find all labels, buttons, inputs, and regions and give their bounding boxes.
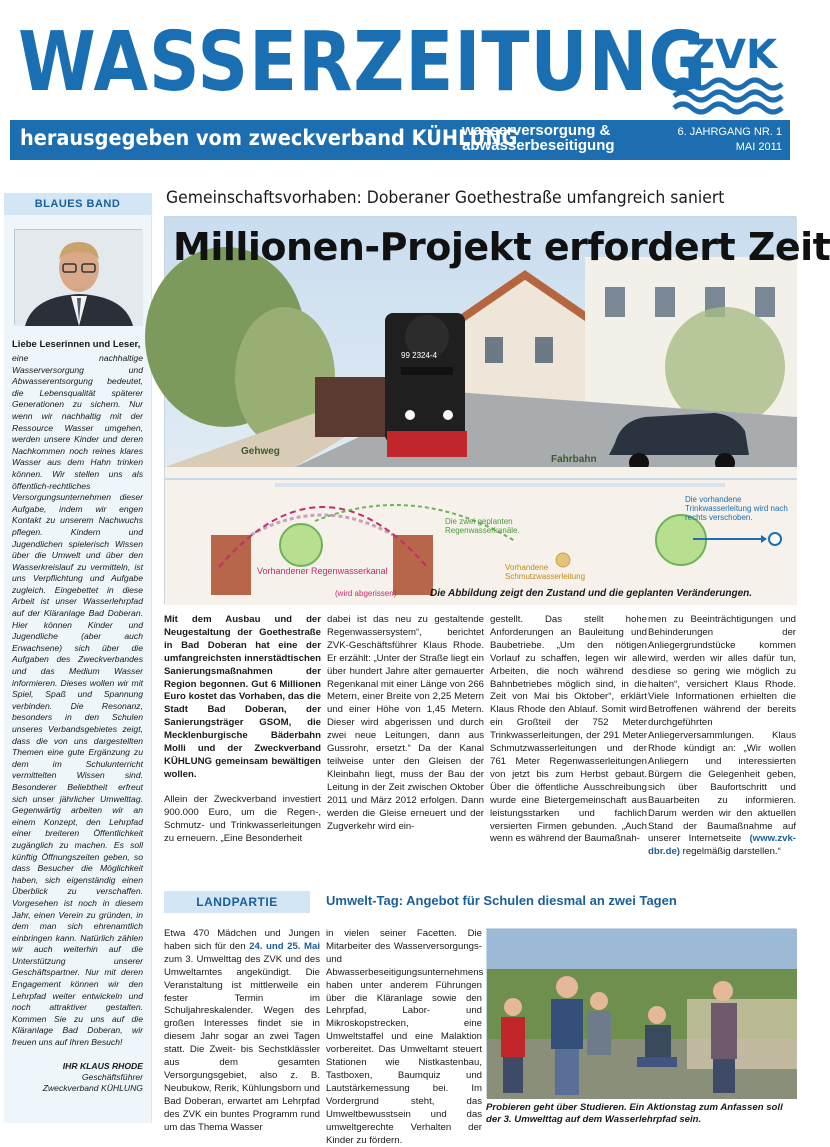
masthead: [10, 8, 790, 158]
photo-caption: Probieren geht über Studieren. Ein Aktionstag zum Anfassen soll der 3. Umwelttag auf dem Wasserlehrpfad sein.: [486, 1102, 783, 1125]
article-text-3: gestellt. Das stellt hohe Anforderungen an Bauleitung und Baubetriebe. „Um den nötigen Vorlauf zu schaffen, legen wir alle Arbeiten, die noch während des Bahnbetriebes möglich sind, in die Zeit von Mai bis Oktober“, erklärt Klaus Rhode den Ablauf. Somit wird ein Großteil der 752 Meter Trinkwasserleitungen, der 291 Meter Schmutzwasserleitungen und der 761 Meter Regenwasserleitungen von jetzt bis zum Herbst gebaut. Über die öffentliche Ausschreibung wurde eine Bietergemeinschaft aus leistungsstarken und fachlich versierten Firmen gebunden. „Auch wenn es während der Baumaßnah-: [490, 614, 647, 845]
label-planned-rain-channels: Die zwei geplanten Regenwasserkanäle.: [445, 517, 520, 535]
sidebar-signature: [12, 1061, 143, 1094]
article-text-4-body: men zu Beeinträchtigungen und Behinderungen der Anliegergrundstücke kommen wird, werden wir alles dafür tun, diese so gering wie möglich zu halten“, versichert Klaus Rhode. Viele Informationen erhielten die Betroffenen während der bereits durchgeführten Anliegerversammlungen. Klaus Rhode kündigt an: „Wir wollen Anliegern und interessierten Bürgern die Gelegenheit geben, sich über Baufortschritt und Bauarbeiten zu informieren. Darum werden wir den aktuellen Stand der Baumaßnahme auf unserer Internetseite: [648, 614, 796, 845]
wave-icon: [672, 76, 782, 110]
landpartie-text-2: in vielen seiner Facetten. Die Mitarbeiter des Wasserversorgungs- und Abwasserbeseitigungsunternehmens haben unter anderem Führungen über die Kläranlage sowie den Lehrpfad, Labor- und Mikroskopstrecken, eine Umweltstaffel und eine Malaktion vorbereitet. Das Umweltamt steuert Stationen wie Nistkastenbau, Tastboxen, Baumquiz und Lautstärkemessung bei. Im Vordergrund steht, das Umweltbewusstsein und das umweltgerechte Verhalten der Kinder zu fördern.: [326, 928, 484, 1146]
sidebar-body-text: eine nachhaltige Wasserversorgung und Abwasserentsorgung bedeutet, die Lebensqualität späterer Generationen zu sichern. Nur wenn wir nachhaltig mit der Ressource Wasser umgehen, werden unsere Kinder und deren Nachkommen noch reines klares Wasser aus dem Hahn trinken können. Wir stellen uns als öffentlich-rechtliches Versorgungsunternehmen dieser Aufgabe, indem wir engen Kontakt zu unserem Nachwuchs pflegen. Kindern und Jugendlichen spielerisch Wissen über die Umwelt und über den Wasserkreislauf zu vermitteln, ist uns Verpflichtung und Aufgabe zugleich. Eingebettet in diese Arbeit ist unser Wasserlehrpfad auf der Kläranlage Bad Doberan. Hier können Kinder und Jugendliche (aber auch Erwachsene) sich über die Aufgaben des Zweckverbandes und das Medium Wasser informieren. Dieses wollen wir mit Spiel, Spaß und Spannung verbinden. Die Resonanz, besonders in den Schulen unseres Verbandsgebietes zeigt, dass die von uns dargestellten Themen eine gute Ergänzung zu dem im Schulunterricht vermittelten Wissen sind. Besonderer Beliebtheit erfreut sich unser jährlicher Umwelttag. Gegenwärtig arbeiten wir an einem Konzept, den Lehrpfad einer breiteren Öffentlichkeit zugänglich zu machen. Es soll künftig Öffnungszeiten geben, so dass Besucher die Möglichkeit haben, sich eigenständig einen Überblick zu verschaffen. Vorgesehen ist noch in diesem Jahr, einen Verein zu gründen, in dem man sich ehrenamtlich einbringen kann. Natürlich zählen wir auch weiterhin auf die Unterstützung unserer Geschäftspartner. Nur mit deren Engagement können wir den Lehrpfad weiter entwickeln und noch attraktiver gestalten. Kommen Sie zu uns auf die Kläranlage Bad Doberan, wir freuen uns auf Ihren Besuch!: [12, 353, 143, 1048]
sidebar-section-title: BLAUES BAND: [4, 193, 151, 215]
section-tab-landpartie: LANDPARTIE: [164, 891, 310, 913]
children-at-nature-trail-photo: [487, 929, 797, 1099]
article-column-3: [490, 614, 647, 846]
newspaper-title: WASSERZEITUNG: [18, 15, 708, 110]
signature-role: Geschäftsführer: [81, 1071, 143, 1082]
sidebar-greeting: Liebe Leserinnen und Leser,: [12, 339, 141, 350]
street-cross-section-graphic: [165, 217, 797, 605]
article-headline: Millionen-Projekt erfordert Zeit: [173, 225, 830, 269]
article-column-2: [327, 614, 484, 833]
label-existing-rain-channel: Vorhandener Regenwasserkanal: [257, 566, 388, 576]
label-fahrbahn: Fahrbahn: [551, 454, 597, 465]
article-text-4: [648, 614, 796, 859]
service-line-1: wasserversorgung &: [462, 122, 611, 139]
issue-info: [677, 125, 782, 155]
article-text-1: Allein der Zweckverband investiert 900.000 Euro, um die Regen-, Schmutz- und Trinkwasserleitungen zu erneuern. „Eine Besonderheit: [164, 793, 321, 844]
article-text-4-end: regelmäßig darstellen.“: [682, 846, 781, 858]
editorial-sidebar: [4, 193, 152, 1123]
issue-date: MAI 2011: [735, 141, 782, 153]
article-lead: Mit dem Ausbau und der Neugestaltung der Goethestraße in Bad Doberan hat eine der umfangreichsten innerstädtischen Sanierungsmaßnahmen der Region begonnen. Gut 6 Millionen Euro kostet das Vorhaben, das die Stadt Bad Doberan, der Sanierungsträger GSOM, die Mecklenburgische Bäderbahn Molli und der Zweckverband KÜHLUNG gemeinsam bewältigen wollen.: [164, 614, 321, 780]
event-dates: 24. und 25. Mai: [249, 940, 320, 952]
article-text-2: dabei ist das neu zu gestaltende Regenwassersystem“, berichtet ZVK-Geschäftsführer Klaus Rhode. Er erzählt: „Unter der Straße liegt ein über hundert Jahre alter gemauerter Regenkanal mit einer Länge von 266 Metern, einer Breite von 2,25 Metern und einer Höhe von 1,45 Metern. Dieser wird abgerissen und durch zwei neue Leitungen, dann aus Gussrohr, ersetzt.“ Da der Kanal teilweise unter den Gleisen der Kleinbahn liegt, muss der Bau der Leitung in der Zeit zwischen Oktober 2011 und März 2012 erfolgen. Dann werden die Gleise erneuert und der Zugverkehr wird ein-: [327, 614, 484, 832]
landpartie-headline: Umwelt-Tag: Angebot für Schulen diesmal an zwei Tagen: [326, 893, 677, 908]
person-photo-icon: [15, 230, 143, 326]
issue-volume: 6. JAHRGANG NR. 1: [677, 126, 782, 138]
children-photo: [486, 928, 796, 1098]
service-line: [462, 123, 615, 153]
article-kicker: Gemeinschaftsvorhaben: Doberaner Goethestraße umfangreich saniert: [166, 188, 725, 208]
landpartie-text-1b: zum 3. Umwelttag des ZVK und des Umweltamtes angekündigt. Die Veranstaltung ist mittlerweile ein fester Termin im Schuljahreskalender. Wegen des großen Interesses findet sie in diesem Jahr sogar an zwei Tagen statt. Die Zweit- bis Sechstklässler aus dem gesamten Versorgungsgebiet, also z. B. Neubukow, Rerik, Kühlungsborn und Bad Doberan, erwartet am Lehrpfad des ZVK ein buntes Programm rund um das Thema Wasser: [164, 953, 320, 1133]
publisher-line: herausgegeben vom zweckverband KÜHLUNG: [20, 126, 518, 150]
author-portrait: [14, 229, 142, 325]
website-link[interactable]: (www.zvk-dbr.de): [648, 833, 797, 858]
signature-organisation: Zweckverband KÜHLUNG: [42, 1082, 143, 1093]
service-line-2: abwasserbeseitigung: [462, 137, 615, 154]
zvk-logo: [672, 32, 782, 112]
landpartie-text-1a: Etwa 470 Mädchen und Jungen haben sich für den: [164, 928, 320, 952]
landpartie-text-1: [164, 928, 320, 1135]
landpartie-column-1: [164, 928, 320, 1135]
label-drinking-water-moved: Die vorhandene Trinkwasserleitung wird nach rechts verschoben.: [685, 495, 788, 522]
illustration-caption: Die Abbildung zeigt den Zustand und die geplanten Veränderungen.: [430, 588, 753, 599]
masthead-bar: [10, 120, 790, 160]
signature-name: IHR KLAUS RHODE: [62, 1060, 143, 1071]
label-sewage-line: Vorhandene Schmutzwasserleitung: [505, 563, 586, 581]
article-column-1: [164, 614, 321, 845]
hero-illustration: [164, 216, 830, 604]
landpartie-column-2: [326, 928, 482, 1147]
article-column-4: [648, 614, 796, 859]
locomotive-number: 99 2324-4: [401, 351, 438, 360]
label-demolished: (wird abgerissen): [335, 589, 397, 598]
label-gehweg: Gehweg: [241, 446, 280, 457]
zvk-logo-text: ZVK: [686, 32, 777, 78]
